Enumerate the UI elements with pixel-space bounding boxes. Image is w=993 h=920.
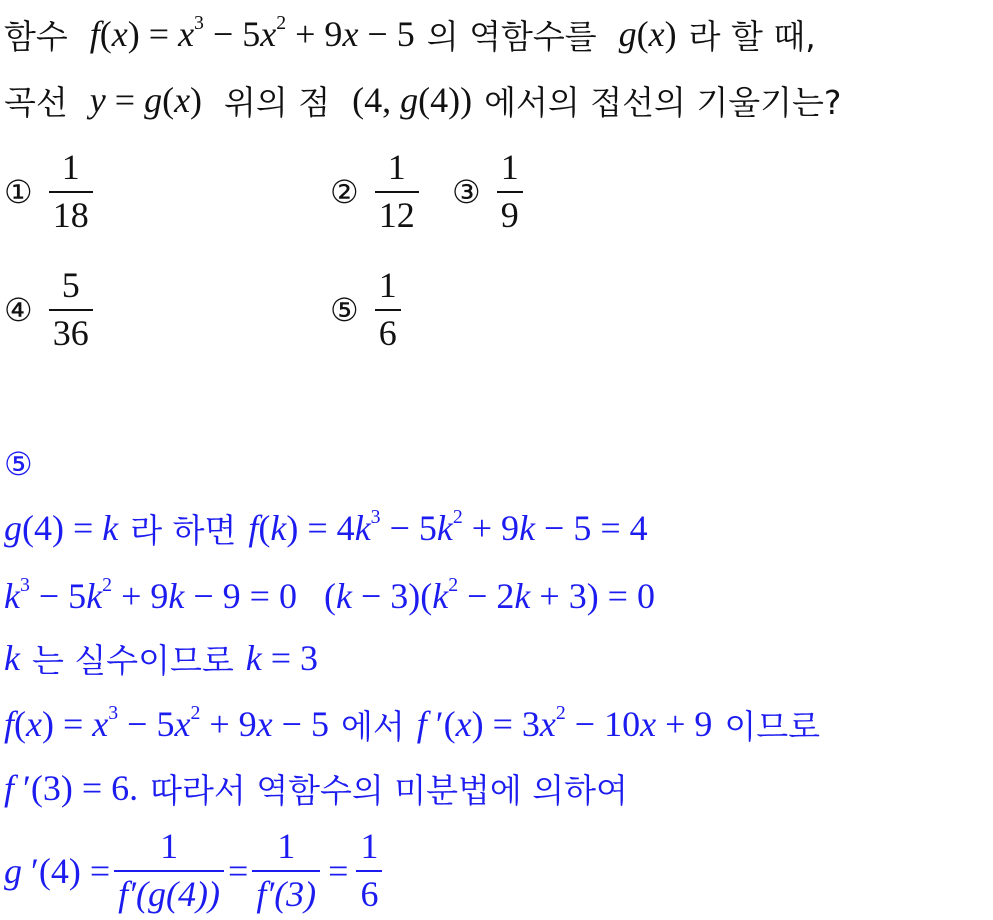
problem-text: 의 역함수를 — [426, 16, 597, 56]
numerator: 1 — [61, 147, 80, 187]
math-expression: $f(k) = 4k^3 - 5k^2 + 9k - 5 = 4$ — [248, 506, 648, 548]
denominator: 18 — [52, 194, 89, 235]
fraction — [356, 827, 382, 914]
numerator: 5 — [61, 265, 80, 305]
solution-line-4 — [4, 696, 820, 752]
numerator: 1 — [360, 826, 379, 867]
problem-text: 위의 점 — [224, 82, 331, 122]
choice-fraction — [49, 266, 93, 353]
point-expression: (4, g(4)) — [352, 80, 473, 120]
choice-2[interactable] — [330, 148, 419, 235]
choice-number: ① — [4, 172, 33, 211]
choice-fraction — [375, 266, 401, 353]
denominator: 12 — [378, 194, 415, 235]
solution-text: 라 하면 — [130, 510, 237, 550]
denominator: 36 — [52, 312, 89, 353]
answer-number: ⑤ — [4, 445, 33, 483]
choice-fraction — [375, 148, 419, 235]
choice-fraction — [49, 148, 93, 235]
denominator: 9 — [500, 194, 519, 235]
math-expression: k = 3 — [245, 638, 319, 678]
math-expression: $f(x) = x^3 - 5x^2 + 9x - 5$ — [4, 702, 329, 744]
problem-text: 곡선 — [4, 82, 68, 122]
choice-fraction — [497, 148, 523, 235]
denominator: f′(3) — [256, 874, 317, 914]
problem-text: 라 할 때, — [688, 16, 816, 56]
solution-text: 에서 — [340, 706, 405, 746]
inverse-function: g(x) — [618, 14, 677, 54]
numerator: 1 — [387, 147, 406, 187]
numerator: 1 — [160, 826, 179, 867]
choice-number: ② — [330, 172, 359, 211]
choice-5[interactable] — [330, 266, 401, 353]
choice-number: ③ — [452, 172, 481, 211]
problem-text: 에서의 접선의 기울기는? — [484, 82, 842, 122]
solution-line-5 — [4, 760, 628, 816]
denominator: f′(g(4)) — [118, 874, 220, 914]
solution-text: 따라서 역함수의 미분법에 의하여 — [150, 770, 628, 810]
function-definition: $f(x) = x^3 - 5x^2 + 9x - 5$ — [89, 12, 415, 54]
problem-line-1 — [4, 6, 816, 62]
curve-equation: y = g(x) — [89, 80, 203, 120]
math-expression: $k^3 - 5k^2 + 9k - 9 = 0$ $(k - 3)(k^2 - 2k + 3) = 0$ — [4, 574, 655, 616]
solution-line-1 — [4, 500, 648, 556]
denominator: 6 — [378, 312, 397, 353]
math-expression: f ′(3) = 6. — [4, 768, 139, 808]
choice-1[interactable] — [4, 148, 93, 235]
problem-line-2 — [4, 72, 841, 128]
problem-text: 함수 — [4, 16, 68, 56]
solution-line-2 — [4, 568, 655, 624]
solution-text: 는 실수이므로 — [31, 640, 234, 680]
solution-text: 이므로 — [724, 706, 821, 746]
math-expression: g ′(4) = — [4, 851, 111, 891]
numerator: 1 — [277, 826, 296, 867]
choice-3[interactable] — [452, 148, 523, 235]
numerator: 1 — [500, 147, 519, 187]
solution-line-3 — [4, 630, 318, 686]
choice-4[interactable] — [4, 266, 93, 353]
fraction — [252, 827, 320, 914]
math-expression: k — [4, 638, 20, 678]
choice-number: ⑤ — [330, 290, 359, 329]
choice-number: ④ — [4, 290, 33, 329]
fraction — [114, 827, 224, 914]
math-expression: f $'(x) = 3x^2 - 10x + 9$ — [416, 702, 713, 744]
denominator: 6 — [360, 874, 379, 914]
solution-line-6: g ′(4) = $\frac{1}{f'(g(4))}$ = $\frac{1}{f'(3)}$ = $\frac{1}{6}$ — [4, 826, 382, 916]
answer-line — [4, 436, 33, 492]
numerator: 1 — [378, 265, 397, 305]
math-expression: g(4) = k — [4, 508, 119, 548]
